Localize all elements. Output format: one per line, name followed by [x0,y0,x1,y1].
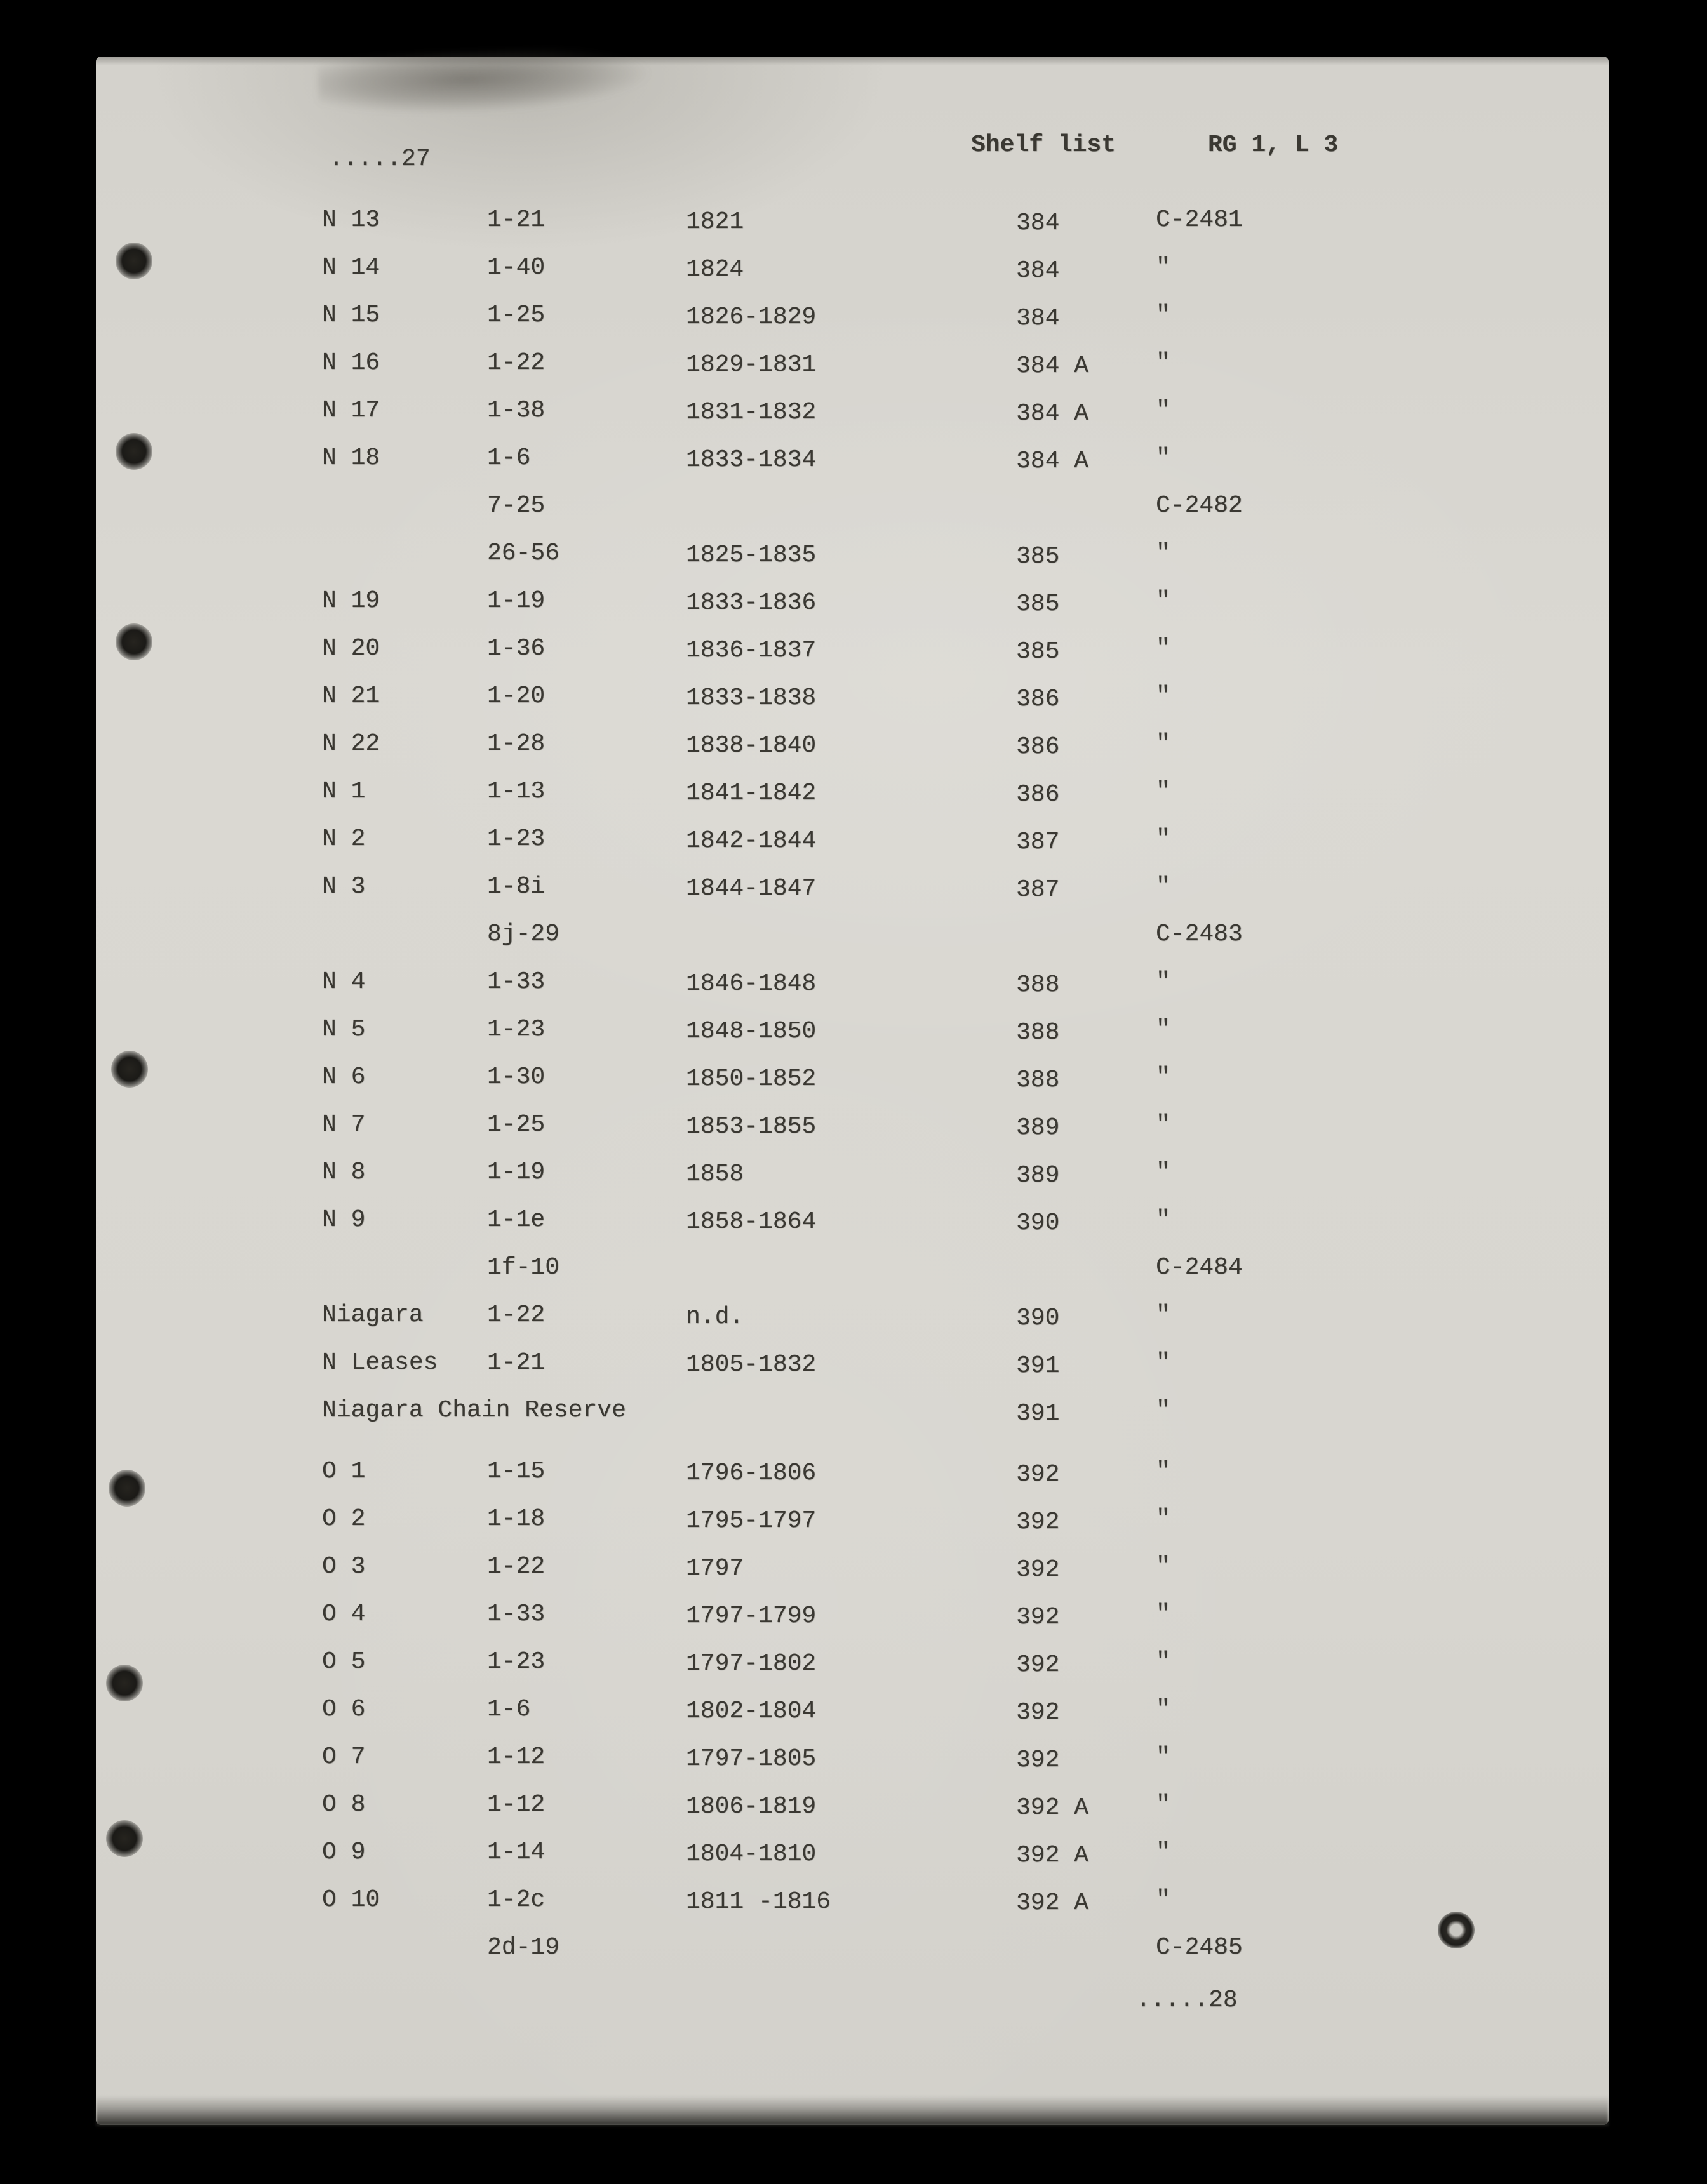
table-row [96,1053,1609,1101]
cell-dates: 1858-1864 [686,1208,817,1235]
cell-dates: 1833-1836 [686,589,817,616]
cell-reel: " [1156,1111,1170,1138]
cell-dates: 1853-1855 [686,1113,817,1140]
cell-items: 1-20 [487,682,546,710]
cell-items: 1-14 [487,1839,546,1866]
cell-id: N 13 [322,206,380,234]
cell-reel: " [1156,1886,1170,1914]
table-row [96,1448,1609,1495]
cell-items: 1-28 [487,730,546,757]
cell-dates: n.d. [686,1303,744,1331]
cell-dates: 1846-1848 [686,970,817,997]
cell-dates: 1841-1842 [686,780,817,807]
cell-items: 1-8i [487,873,546,900]
hole-punch [111,1051,148,1088]
cell-items: 1-6 [487,1696,531,1723]
cell-shelf: 388 [1016,1019,1060,1046]
cell-id: N 21 [322,682,380,710]
cell-dates: 1836-1837 [686,637,817,664]
cell-reel: C-2484 [1156,1254,1243,1281]
cell-id: N 8 [322,1159,366,1186]
record-group-reference: RG 1, L 3 [1208,131,1339,159]
cell-reel: " [1156,1553,1170,1580]
table-row [96,672,1609,720]
table-row [96,291,1609,339]
cell-items: 1-2c [487,1886,546,1914]
cell-reel: " [1156,1696,1170,1723]
cell-shelf: 385 [1016,638,1060,665]
cell-reel: " [1156,1302,1170,1329]
cell-shelf: 384 A [1016,352,1089,380]
cell-id: N 17 [322,397,380,424]
document-page [96,57,1609,2125]
cell-reel: C-2483 [1156,921,1243,948]
cell-dates: 1796-1806 [686,1460,817,1487]
cell-reel: " [1156,1397,1170,1424]
table-row [96,1387,1609,1434]
table-row [96,482,1609,529]
table-row [96,625,1609,672]
cell-shelf: 392 [1016,1556,1060,1583]
cell-items: 1-36 [487,635,546,662]
cell-id: O 10 [322,1886,380,1914]
cell-id: O 6 [322,1696,366,1723]
cell-id: N 7 [322,1111,366,1138]
cell-reel: " [1156,730,1170,757]
table-row [96,720,1609,768]
cell-id: N 19 [322,587,380,615]
cell-reel: " [1156,1159,1170,1186]
cell-shelf: 388 [1016,971,1060,999]
document-title: Shelf list [971,131,1116,159]
table-row [96,196,1609,244]
cell-shelf: 389 [1016,1114,1060,1142]
page-number-top: .....27 [329,145,431,173]
table-row [96,1149,1609,1196]
cell-dates: 1797-1802 [686,1650,817,1677]
cell-shelf: 390 [1016,1305,1060,1332]
cell-dates: 1802-1804 [686,1698,817,1725]
cell-id: O 3 [322,1553,366,1580]
cell-id: O 4 [322,1601,366,1628]
cell-dates: 1811 -1816 [686,1888,831,1915]
table-row [96,387,1609,434]
cell-shelf: 386 [1016,733,1060,761]
cell-items: 1-23 [487,1648,546,1675]
scan-smudge [318,46,650,117]
cell-items: 1-25 [487,1111,546,1138]
table-section [96,1448,1609,1971]
cell-shelf: 384 [1016,305,1060,332]
cell-dates: 1824 [686,256,744,283]
shelf-table [96,196,1609,1971]
cell-dates: 1805-1832 [686,1351,817,1378]
cell-shelf: 388 [1016,1067,1060,1094]
cell-items: 1-22 [487,1553,546,1580]
cell-dates: 1833-1838 [686,684,817,712]
cell-dates: 1838-1840 [686,732,817,759]
cell-dates: 1804-1810 [686,1841,817,1868]
cell-reel: " [1156,444,1170,472]
cell-id: N 3 [322,873,366,900]
cell-id: N Leases [322,1349,438,1376]
cell-items: 1-12 [487,1743,546,1771]
cell-reel: " [1156,1349,1170,1376]
table-row [96,1339,1609,1387]
cell-id: O 9 [322,1839,366,1866]
table-row [96,815,1609,863]
table-row [96,1686,1609,1733]
cell-items: 1-33 [487,968,546,995]
table-row [96,910,1609,958]
hole-punch [116,243,152,279]
cell-items: 1-23 [487,825,546,853]
cell-dates: 1806-1819 [686,1793,817,1820]
cell-items: 1-22 [487,1302,546,1329]
cell-reel: " [1156,1648,1170,1675]
cell-reel: " [1156,1063,1170,1091]
hole-punch [116,623,152,660]
cell-id: Niagara [322,1302,424,1329]
table-row [96,1006,1609,1053]
cell-id: N 15 [322,302,380,329]
cell-shelf: 386 [1016,686,1060,713]
cell-shelf: 387 [1016,876,1060,903]
cell-id: N 18 [322,444,380,472]
hole-punch [106,1665,143,1701]
cell-reel: " [1156,635,1170,662]
cell-shelf: 392 [1016,1699,1060,1726]
cell-id: N 9 [322,1206,366,1234]
cell-reel: " [1156,825,1170,853]
cell-dates: 1842-1844 [686,827,817,855]
cell-reel: " [1156,1743,1170,1771]
cell-items: 1-1e [487,1206,546,1234]
cell-id: Niagara Chain Reserve [322,1397,626,1424]
cell-reel: " [1156,1505,1170,1533]
cell-dates: 1850-1852 [686,1065,817,1093]
hole-punch [109,1470,145,1507]
table-row [96,434,1609,482]
cell-shelf: 390 [1016,1209,1060,1237]
cell-items: 1f-10 [487,1254,560,1281]
cell-shelf: 392 A [1016,1794,1089,1821]
cell-shelf: 384 [1016,210,1060,237]
cell-items: 1-23 [487,1016,546,1043]
cell-id: N 16 [322,349,380,376]
cell-dates: 1844-1847 [686,875,817,902]
cell-reel: " [1156,1791,1170,1818]
cell-shelf: 386 [1016,781,1060,808]
cell-id: N 20 [322,635,380,662]
table-row [96,244,1609,291]
cell-items: 1-18 [487,1505,546,1533]
cell-dates: 1833-1834 [686,446,817,474]
cell-reel: " [1156,349,1170,376]
cell-dates: 1797-1805 [686,1745,817,1773]
cell-items: 8j-29 [487,921,560,948]
table-row [96,1781,1609,1828]
cell-items: 1-13 [487,778,546,805]
cell-items: 1-30 [487,1063,546,1091]
table-row [96,339,1609,387]
cell-items: 1-25 [487,302,546,329]
table-row [96,768,1609,815]
cell-shelf: 385 [1016,543,1060,570]
cell-id: N 1 [322,778,366,805]
cell-items: 26-56 [487,540,560,567]
table-row [96,1876,1609,1924]
cell-reel: " [1156,968,1170,995]
cell-reel: " [1156,1601,1170,1628]
cell-items: 1-12 [487,1791,546,1818]
hole-punch [1438,1912,1475,1948]
cell-reel: C-2485 [1156,1934,1243,1961]
table-row [96,577,1609,625]
cell-shelf: 384 A [1016,448,1089,475]
cell-reel: " [1156,873,1170,900]
cell-dates: 1797 [686,1555,744,1582]
cell-id: O 5 [322,1648,366,1675]
cell-reel: " [1156,397,1170,424]
cell-items: 2d-19 [487,1934,560,1961]
table-row [96,1101,1609,1149]
cell-dates: 1829-1831 [686,351,817,378]
hole-punch [116,433,152,470]
cell-items: 1-21 [487,1349,546,1376]
cell-items: 1-19 [487,587,546,615]
cell-reel: C-2482 [1156,492,1243,519]
table-row [96,958,1609,1006]
table-row [96,1543,1609,1590]
cell-dates: 1795-1797 [686,1507,817,1535]
cell-id: N 6 [322,1063,366,1091]
cell-reel: " [1156,302,1170,329]
cell-id: N 4 [322,968,366,995]
cell-dates: 1797-1799 [686,1602,817,1630]
cell-id: O 8 [322,1791,366,1818]
cell-reel: " [1156,254,1170,281]
table-row [96,1638,1609,1686]
cell-items: 1-40 [487,254,546,281]
cell-id: N 22 [322,730,380,757]
cell-shelf: 392 [1016,1651,1060,1679]
table-row [96,1495,1609,1543]
cell-shelf: 392 A [1016,1842,1089,1869]
table-row [96,863,1609,910]
cell-reel: " [1156,587,1170,615]
cell-dates: 1821 [686,208,744,236]
cell-id: O 7 [322,1743,366,1771]
cell-shelf: 392 A [1016,1889,1089,1917]
cell-items: 1-15 [487,1458,546,1485]
cell-shelf: 392 [1016,1604,1060,1631]
cell-id: N 14 [322,254,380,281]
cell-dates: 1858 [686,1161,744,1188]
cell-reel: " [1156,1016,1170,1043]
paper-bottom-edge-shadow [96,2096,1609,2126]
cell-dates: 1831-1832 [686,399,817,426]
cell-items: 1-6 [487,444,531,472]
cell-items: 1-21 [487,206,546,234]
cell-shelf: 392 [1016,1461,1060,1488]
cell-reel: " [1156,778,1170,805]
cell-shelf: 389 [1016,1162,1060,1189]
table-row [96,1590,1609,1638]
table-section [96,196,1609,1434]
cell-shelf: 384 [1016,257,1060,284]
cell-id: O 2 [322,1505,366,1533]
cell-id: O 1 [322,1458,366,1485]
cell-items: 1-22 [487,349,546,376]
table-row [96,1291,1609,1339]
table-row [96,1733,1609,1781]
table-row [96,1924,1609,1971]
cell-shelf: 391 [1016,1400,1060,1427]
cell-shelf: 385 [1016,590,1060,618]
cell-shelf: 387 [1016,829,1060,856]
page-number-bottom: .....28 [1136,1987,1238,2014]
cell-reel: " [1156,1458,1170,1485]
cell-items: 1-19 [487,1159,546,1186]
cell-shelf: 392 [1016,1747,1060,1774]
cell-items: 7-25 [487,492,546,519]
table-row [96,529,1609,577]
cell-items: 1-38 [487,397,546,424]
cell-shelf: 391 [1016,1352,1060,1380]
cell-dates: 1848-1850 [686,1018,817,1045]
cell-dates: 1825-1835 [686,542,817,569]
table-row [96,1196,1609,1244]
cell-reel: " [1156,682,1170,710]
table-row [96,1828,1609,1876]
table-row [96,1244,1609,1291]
hole-punch [106,1820,143,1857]
cell-dates: 1826-1829 [686,303,817,331]
cell-reel: " [1156,540,1170,567]
cell-reel: C-2481 [1156,206,1243,234]
cell-reel: " [1156,1206,1170,1234]
cell-shelf: 384 A [1016,400,1089,427]
cell-reel: " [1156,1839,1170,1866]
cell-shelf: 392 [1016,1508,1060,1536]
cell-items: 1-33 [487,1601,546,1628]
cell-id: N 2 [322,825,366,853]
cell-id: N 5 [322,1016,366,1043]
